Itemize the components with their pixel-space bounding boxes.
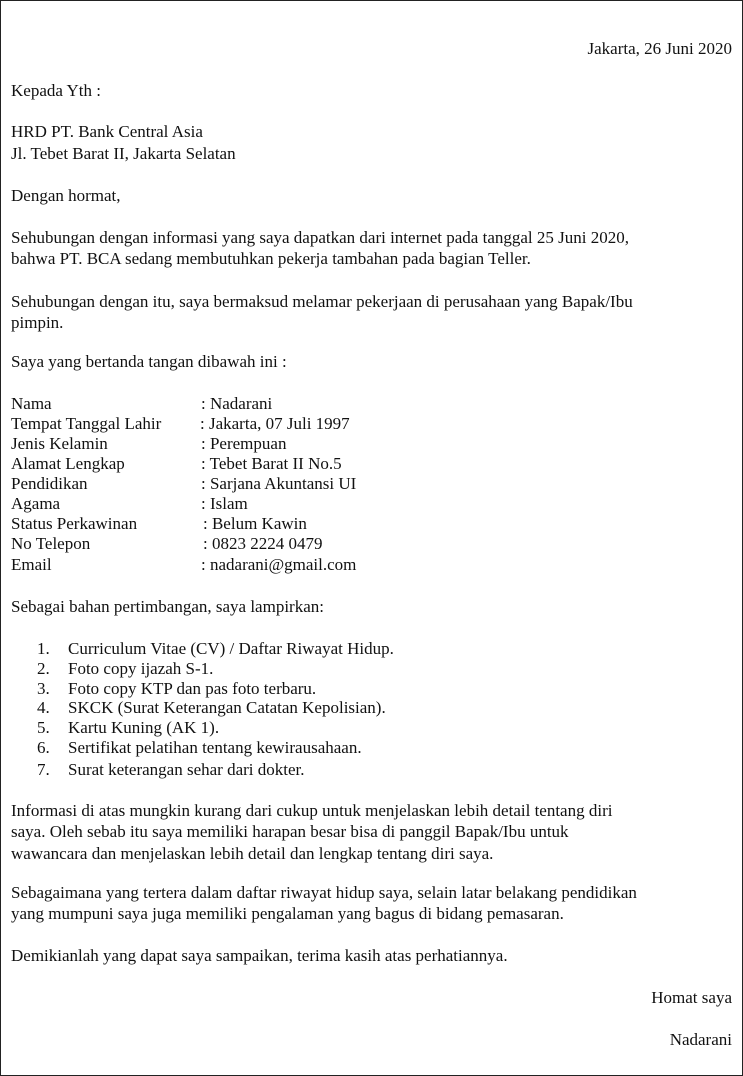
detail-value-ttl: : Jakarta, 07 Juli 1997 (200, 414, 350, 433)
recipient-company: HRD PT. Bank Central Asia (11, 122, 203, 141)
list-item: Curriculum Vitae (CV) / Daftar Riwayat Hidup. (68, 639, 394, 658)
paragraph-3-line-2: saya. Oleh sebab itu saya memiliki harapan besar bisa di panggil Bapak/Ibu untuk (11, 822, 569, 841)
list-item-number: 3. (37, 679, 50, 698)
list-item: Surat keterangan sehar dari dokter. (68, 760, 305, 779)
list-item-number: 5. (37, 718, 50, 737)
list-item: Foto copy KTP dan pas foto terbaru. (68, 679, 317, 698)
detail-label-religion: Agama (11, 494, 61, 513)
detail-label-phone: No Telepon (11, 534, 91, 553)
paragraph-4-line-2: yang mumpuni saya juga memiliki pengalaman yang bagus di bidang pemasaran. (11, 904, 564, 923)
list-item-number: 4. (37, 698, 50, 717)
closing: Demikianlah yang dapat saya sampaikan, terima kasih atas perhatiannya. (11, 946, 508, 965)
list-item: Kartu Kuning (AK 1). (68, 718, 220, 737)
detail-value-address: : Tebet Barat II No.5 (201, 454, 342, 473)
paragraph-1-line-2: bahwa PT. BCA sedang membutuhkan pekerja tambahan pada bagian Teller. (11, 249, 531, 268)
detail-label-gender: Jenis Kelamin (11, 434, 108, 453)
list-item: Sertifikat pelatihan tentang kewirausahaan. (68, 738, 362, 757)
detail-label-marital: Status Perkawinan (11, 514, 138, 533)
attachments-intro: Sebagai bahan pertimbangan, saya lampirkan: (11, 597, 324, 616)
detail-value-phone: : 0823 2224 0479 (203, 534, 323, 553)
list-item-number: 2. (37, 659, 50, 678)
list-item-number: 1. (37, 639, 50, 658)
detail-value-email: : nadarani@gmail.com (201, 555, 357, 574)
recipient-salutation: Kepada Yth : (11, 81, 102, 100)
sign-off: Homat saya (651, 988, 732, 1007)
signer-name: Nadarani (669, 1030, 732, 1049)
detail-value-education: : Sarjana Akuntansi UI (201, 474, 357, 493)
detail-label-address: Alamat Lengkap (11, 454, 125, 473)
recipient-address: Jl. Tebet Barat II, Jakarta Selatan (11, 144, 236, 163)
detail-value-religion: : Islam (201, 494, 248, 513)
list-item: SKCK (Surat Keterangan Catatan Kepolisian). (68, 698, 386, 717)
detail-label-nama: Nama (11, 394, 52, 413)
paragraph-4-line-1: Sebagaimana yang tertera dalam daftar riwayat hidup saya, selain latar belakang pendidikan (11, 883, 637, 902)
personal-intro: Saya yang bertanda tangan dibawah ini : (11, 352, 287, 371)
paragraph-2-line-1: Sehubungan dengan itu, saya bermaksud melamar pekerjaan di perusahaan yang Bapak/Ibu (11, 292, 633, 311)
paragraph-2-line-2: pimpin. (11, 313, 64, 332)
letter-date: Jakarta, 26 Juni 2020 (587, 39, 732, 58)
greeting: Dengan hormat, (11, 186, 121, 205)
list-item-number: 7. (37, 760, 50, 779)
detail-value-gender: : Perempuan (201, 434, 287, 453)
detail-value-nama: : Nadarani (201, 394, 273, 413)
paragraph-1-line-1: Sehubungan dengan informasi yang saya dapatkan dari internet pada tanggal 25 Juni 2020, (11, 228, 629, 247)
detail-label-email: Email (11, 555, 52, 574)
list-item: Foto copy ijazah S-1. (68, 659, 214, 678)
paragraph-3-line-3: wawancara dan menjelaskan lebih detail dan lengkap tentang diri saya. (11, 844, 494, 863)
paragraph-3-line-1: Informasi di atas mungkin kurang dari cukup untuk menjelaskan lebih detail tentang diri (11, 801, 613, 820)
list-item-number: 6. (37, 738, 50, 757)
detail-label-ttl: Tempat Tanggal Lahir (11, 414, 162, 433)
detail-value-marital: : Belum Kawin (203, 514, 307, 533)
detail-label-education: Pendidikan (11, 474, 88, 493)
